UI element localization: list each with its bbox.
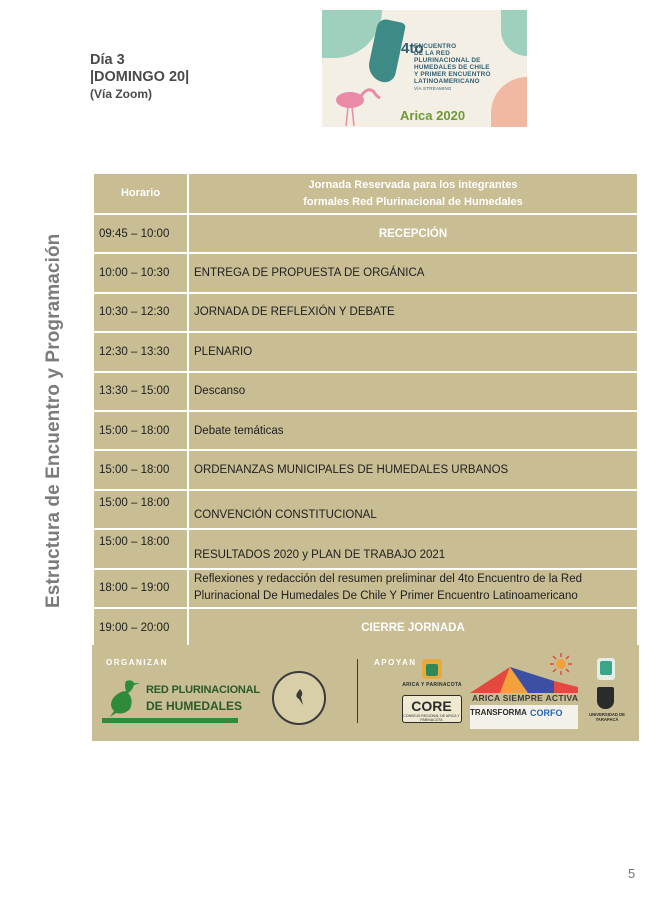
- table-row: [93, 529, 638, 568]
- header-time: Horario: [93, 173, 188, 214]
- red-line2: DE HUMEDALES: [146, 699, 243, 713]
- hummingbird-icon: [293, 687, 307, 707]
- time-cell: 13:30 – 15:00: [93, 372, 188, 411]
- time-cell: 18:00 – 19:00: [93, 569, 188, 608]
- uta-label: UNIVERSIDAD DE TARAPACÁ: [589, 712, 625, 722]
- regional-logo-inner: [600, 661, 612, 675]
- banner-line: ENCUENTRO: [414, 43, 457, 50]
- time-cell: 10:30 – 12:30: [93, 293, 188, 332]
- core-title: CORE: [411, 698, 452, 714]
- table-row: [93, 214, 638, 253]
- activity-cell: Descanso: [188, 372, 638, 411]
- arica-parinacota-label: ARICA Y PARINACOTA: [402, 682, 462, 688]
- activity-line: Reflexiones y redacción del resumen preliminar del 4to Encuentro de la Red: [194, 573, 583, 586]
- uta-shield-icon: [597, 687, 614, 709]
- sun-icon: [550, 653, 572, 675]
- banner-line: DE LA RED: [414, 50, 451, 57]
- banner-streaming: VÍA STREAMING: [414, 86, 452, 91]
- flamingo-icon: [328, 80, 388, 126]
- banner-line: LATINOAMERICANO: [414, 78, 480, 85]
- activity-cell: JORNADA DE REFLEXIÓN Y DEBATE: [188, 293, 638, 332]
- core-shield-inner: [426, 664, 438, 676]
- event-banner: [322, 10, 527, 127]
- footer-divider: [357, 659, 358, 723]
- table-row: [93, 569, 638, 608]
- arica-activa-label: ARICA SIEMPRE ACTIVA: [472, 693, 579, 703]
- edition-number: 4to: [401, 40, 424, 57]
- activity-cell: ORDENANZAS MUNICIPALES DE HUMEDALES URBANOS: [188, 450, 638, 489]
- time-cell: 12:30 – 13:30: [93, 332, 188, 371]
- uta-logo: [582, 687, 632, 727]
- schedule-table: [92, 172, 639, 648]
- red-line1: RED PLURINACIONAL: [146, 684, 260, 696]
- header-title-line: formales Red Plurinacional de Humedales: [303, 195, 523, 208]
- day-label: Día 3: [90, 52, 125, 68]
- table-row: [93, 490, 638, 529]
- banner-line: Y PRIMER ENCUENTRO: [414, 71, 491, 78]
- transforma-label: TRANSFORMA: [470, 708, 527, 717]
- date-label: |DOMINGO 20|: [90, 69, 190, 85]
- corfo-label: CORFO: [530, 708, 563, 718]
- time-cell: 15:00 – 18:00: [93, 411, 188, 450]
- table-row: [93, 332, 638, 371]
- activity-cell: PLENARIO: [188, 332, 638, 371]
- activity-cell: RESULTADOS 2020 y PLAN DE TRABAJO 2021: [188, 529, 638, 568]
- banner-place: Arica 2020: [400, 108, 466, 123]
- activity-cell: Debate temáticas: [188, 411, 638, 450]
- time-cell: 10:00 – 10:30: [93, 253, 188, 292]
- organizan-label: ORGANIZAN: [106, 658, 168, 667]
- activity-line: Plurinacional De Humedales De Chile Y Primer Encuentro Latinoamericano: [194, 590, 578, 603]
- sponsors-footer: [92, 645, 639, 741]
- activity-cell: ENTREGA DE PROPUESTA DE ORGÁNICA: [188, 253, 638, 292]
- header-title: [188, 173, 638, 214]
- table-row: [93, 411, 638, 450]
- time-cell: 09:45 – 10:00: [93, 214, 188, 253]
- table-header-row: [93, 173, 638, 214]
- apoyan-label: APOYAN: [374, 658, 417, 667]
- table-row: [93, 450, 638, 489]
- page-number: 5: [628, 866, 636, 881]
- activity-cell: [188, 569, 638, 608]
- core-box: [402, 695, 462, 723]
- table-row: [93, 253, 638, 292]
- day-header: [90, 52, 189, 102]
- red-logo-bar: [102, 718, 238, 723]
- banner-line: PLURINACIONAL DE: [414, 57, 481, 64]
- time-cell: 15:00 – 18:00: [93, 490, 188, 529]
- time-cell: 15:00 – 18:00: [93, 529, 188, 568]
- table-row: [93, 372, 638, 411]
- time-cell: 15:00 – 18:00: [93, 450, 188, 489]
- time-cell: 19:00 – 20:00: [93, 608, 188, 647]
- activity-cell: RECEPCIÓN: [188, 214, 638, 253]
- activity-cell: CONVENCIÓN CONSTITUCIONAL: [188, 490, 638, 529]
- side-title: Estructura de Encuentro y Programación: [43, 233, 64, 608]
- core-logo: [400, 659, 464, 725]
- table-row: [93, 293, 638, 332]
- banner-line: HUMEDALES DE CHILE: [414, 64, 490, 71]
- activity-cell: CIERRE JORNADA: [188, 608, 638, 647]
- core-subtitle: CONSEJO REGIONAL DE ARICA Y PARINACOTA: [403, 714, 460, 722]
- banner-title: [414, 43, 524, 92]
- red-plurinacional-logo: [102, 677, 260, 725]
- mode-label: (Vía Zoom): [90, 87, 152, 101]
- regional-logo: [597, 658, 615, 680]
- table-row: [93, 608, 638, 647]
- heron-icon: [104, 677, 142, 719]
- header-title-line: Jornada Reservada para los integrantes: [308, 178, 518, 191]
- observadores-seal: [272, 671, 326, 725]
